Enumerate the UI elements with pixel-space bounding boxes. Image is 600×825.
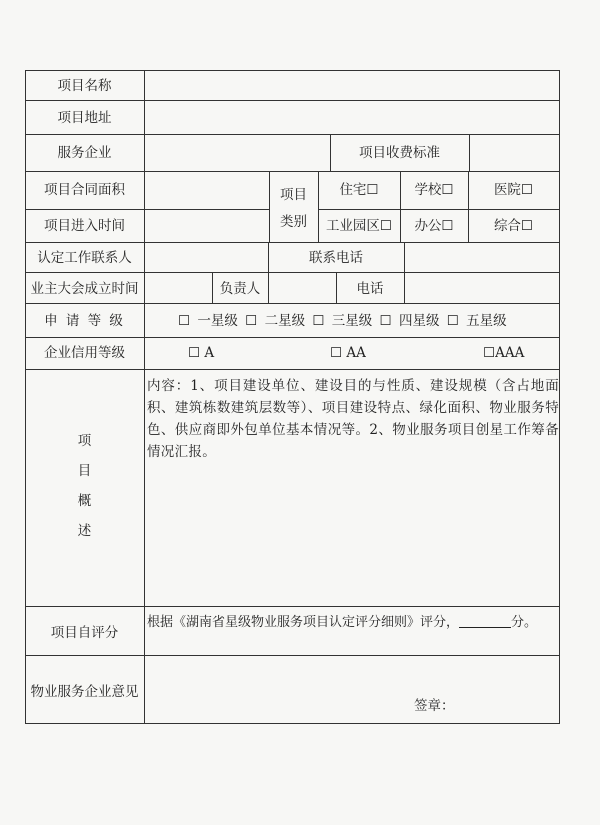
type-office[interactable]: 办公☐: [414, 218, 454, 234]
project-name-label: 项目名称: [57, 78, 112, 94]
self-score-label: 项目自评分: [50, 625, 119, 641]
score-blank[interactable]: [459, 614, 511, 628]
contact-person-label: 认定工作联系人: [37, 250, 132, 266]
owners-meeting-label: 业主大会成立时间: [30, 281, 139, 297]
company-opinion-label: 物业服务企业意见: [30, 684, 139, 700]
overview-label-2: 目: [77, 463, 92, 479]
type-residential[interactable]: 住宅☐: [339, 182, 379, 198]
credit-option-aaa[interactable]: ☐AAA: [483, 345, 525, 361]
credit-option-aa[interactable]: ☐ AA: [330, 345, 366, 361]
overview-text: 内容：1、项目建设单位、建设目的与性质、建设规模（含占地面积、建筑栋数建筑层数等）、项目建设特点、绿化面积、物业服务特色、供应商即外包单位基本情况等。2、物业服务项目创星工作筹备情况汇报。: [147, 378, 559, 460]
type-school[interactable]: 学校☐: [414, 182, 454, 198]
credit-level-label: 企业信用等级: [44, 345, 125, 361]
credit-option-a[interactable]: ☐ A: [188, 345, 215, 361]
self-score-text-before: 根据《湖南省星级物业服务项目认定评分细则》评分，: [147, 615, 460, 630]
apply-level-label: 申 请 等 级: [44, 313, 125, 329]
signature-label: 签章：: [414, 698, 455, 714]
star-level-options[interactable]: ☐ 一星级 ☐ 二星级 ☐ 三星级 ☐ 四星级 ☐ 五星级: [178, 313, 507, 329]
project-type-label-2: 类别: [280, 214, 307, 230]
project-address-label: 项目地址: [57, 110, 112, 126]
contract-area-label: 项目合同面积: [44, 182, 125, 198]
self-score-text: [147, 614, 537, 631]
project-type-label-1: 项目: [280, 187, 307, 203]
overview-label-1: 项: [77, 433, 92, 449]
type-mixed[interactable]: 综合☐: [493, 218, 534, 234]
type-industrial-park[interactable]: 工业园区☐: [325, 218, 393, 234]
service-company-label: 服务企业: [57, 145, 112, 161]
phone-label: 电话: [356, 281, 384, 297]
responsible-person-label: 负责人: [219, 281, 261, 297]
overview-label-3: 概: [77, 493, 92, 509]
overview-label-4: 述: [77, 523, 92, 539]
contact-phone-label: 联系电话: [309, 250, 363, 266]
type-hospital[interactable]: 医院☐: [493, 182, 534, 198]
entry-time-label: 项目进入时间: [44, 218, 125, 234]
self-score-text-after: 分。: [511, 615, 538, 630]
fee-standard-label: 项目收费标准: [359, 145, 440, 161]
